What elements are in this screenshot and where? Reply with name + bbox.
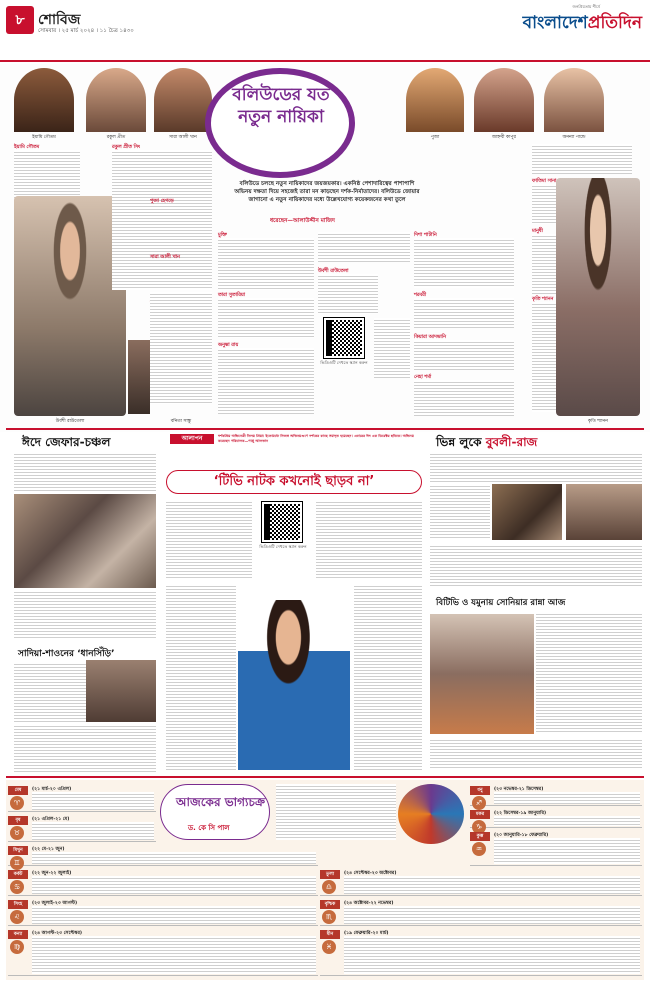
zodiac-sign-label: কন্যা <box>8 930 28 939</box>
zodiac-text <box>494 838 640 864</box>
caption: জাহ্নবী কাপুর <box>492 135 516 140</box>
zodiac-text <box>344 906 640 924</box>
photo-sonia <box>430 614 534 734</box>
logo-tagline: জনপ্রিয়তায় শীর্ষে <box>572 4 600 9</box>
body-text <box>166 500 252 580</box>
zodiac-sign-icon: ♋ <box>10 880 24 894</box>
body-text <box>430 452 642 482</box>
zodiac-sign-label: তুলা <box>320 870 340 879</box>
zodiac-date-range: (২২ ডিসেম্বর-১৯ জানুয়ারি) <box>494 811 547 816</box>
body-text <box>218 298 314 338</box>
zodiac-item <box>470 830 642 866</box>
sub-name: তারা সুতারিয়া <box>218 293 246 298</box>
caption: পুজা <box>430 135 440 140</box>
zodiac-sign-icon: ♎ <box>322 880 336 894</box>
body-text <box>430 484 490 540</box>
zodiac-item <box>8 814 156 842</box>
zodiac-sign-icon: ♐ <box>472 796 486 810</box>
feature-intro: বলিউডে চলছে নতুন নায়িকাদের জয়জয়কার। একনিষ্ঠ পেশাদারিত্বের পাশাপাশি অভিনয় দক্ষতা দিয়ে সহজেই তারা মন কাড়ছেন দর্শক-নির্মাতাদের। বলিউডে জোয়ার জাগানো এ নতুন নায়িকাদের মধ্যে উল্লেখযোগ্য কয়েকজনের কথা তুলে <box>234 181 420 203</box>
section-title: শোবিজ <box>38 12 81 28</box>
section-divider <box>6 776 644 778</box>
zodiac-date-range: (২৩ নভেম্বর-২১ ডিসেম্বর) <box>494 787 544 792</box>
sub-name: কৃতি শ্যানন <box>532 297 554 302</box>
zodiac-date-range: (২১ এপ্রিল-২১ মে) <box>32 817 70 822</box>
zodiac-item <box>320 928 642 976</box>
btv-title: বিটিভি ও যমুনায় সোনিয়ার রান্না আজ <box>436 598 566 608</box>
zodiac-sign-label: কর্কট <box>8 870 28 879</box>
qr-code[interactable] <box>262 502 302 542</box>
zodiac-text <box>32 876 316 894</box>
zodiac-date-range: (২৩ জুলাই-২৩ আগস্ট) <box>32 901 78 906</box>
portrait-yami <box>14 68 74 132</box>
sub-name: সারা আলী খান <box>150 255 180 260</box>
body-text <box>318 274 378 314</box>
alapon-lead: দর্শকপ্রিয় অভিনেত্রী নিলয় প্রিয়া। ইতোমধ্যে নিজস্ব অভিনয়গুণে দর্শকের কাছে সমাদৃত হয়েছেন। এবারের ঈদ এক ডিরেক্টর ছবিতে। অভিনয় করেছেন পরিচালক—পাপ্পু আলভান <box>218 434 414 443</box>
body-text <box>430 544 642 588</box>
caption: কৃতি শ্যানন <box>588 419 608 424</box>
page-header <box>0 0 650 62</box>
zodiac-date-range: (২৪ অক্টোবর-২২ নভেম্বর) <box>344 901 394 906</box>
zodiac-item <box>470 784 642 806</box>
body-text <box>218 348 314 414</box>
photo-urvashi <box>14 196 126 416</box>
caption: বনিতা সান্ধু <box>170 419 192 424</box>
sub-story-title: সাদিয়া-শাওনের ‘ধানসিঁড়ি’ <box>18 649 115 659</box>
zodiac-text <box>32 936 316 974</box>
zodiac-sign-label: মীন <box>320 930 340 939</box>
zodiac-sign-icon: ♊ <box>10 856 24 870</box>
zodiac-text <box>344 936 640 974</box>
photo-sadia <box>86 660 156 722</box>
body-text <box>316 500 422 580</box>
sub-name: ইয়ামি গৌতম <box>14 145 40 150</box>
zodiac-date-range: (২২ জুন-২২ জুলাই) <box>32 871 72 876</box>
zodiac-text <box>32 852 316 864</box>
qr-code[interactable] <box>324 318 364 358</box>
sub-name: মুক্তি <box>218 233 227 238</box>
body-text <box>414 340 514 370</box>
portrait-rakul <box>86 68 146 132</box>
body-text <box>14 590 156 640</box>
page-number: ৮ <box>6 6 34 34</box>
zodiac-item <box>8 868 318 896</box>
caption: অনন্যা পান্ডে <box>562 135 586 140</box>
zodiac-sign-icon: ♍ <box>10 940 24 954</box>
zodiac-sign-label: কুম্ভ <box>470 832 490 841</box>
zodiac-date-range: (২০ জানুয়ারি-১৮ ফেব্রুয়ারি) <box>494 833 549 838</box>
body-text <box>318 232 410 262</box>
feature-byline: ধরেছেন—আলাউদ্দীন মাজিদ <box>270 218 335 224</box>
zodiac-date-range: (২৪ আগস্ট-২৩ সেপ্টেম্বর) <box>32 931 82 936</box>
zodiac-sign-label: মেষ <box>8 786 28 795</box>
zodiac-item <box>320 868 642 896</box>
caption: সারা আলী খান <box>169 135 197 140</box>
zodiac-text <box>32 906 316 924</box>
alapon-headline: ‘টিভি নাটক কখনোই ছাড়ব না’ <box>166 470 422 494</box>
zodiac-sign-label: ধনু <box>470 786 490 795</box>
body-text <box>414 238 514 288</box>
zodiac-item <box>8 928 318 976</box>
sub-name: শরবরী <box>414 293 427 298</box>
qr-caption: ভিডিওটি দেখতে স্ক্যান করুন <box>259 544 307 549</box>
zodiac-sign-icon: ♈ <box>10 796 24 810</box>
zodiac-sign-label: সিংহ <box>8 900 28 909</box>
portrait-puja <box>406 68 464 132</box>
portrait-janhvi <box>474 68 534 132</box>
body-text <box>218 238 314 290</box>
body-text <box>354 584 422 770</box>
zodiac-date-range: (১৯ ফেব্রুয়ারি-২০ মার্চ) <box>344 931 389 936</box>
sub-name: পুজা হেগড়ে <box>150 199 174 204</box>
photo-banita <box>128 340 150 414</box>
zodiac-sign-label: মকর <box>470 810 490 819</box>
alapon-label: আলাপন <box>170 434 214 444</box>
zodiac-date-range: (২১ মার্চ-২০ এপ্রিল) <box>32 787 72 792</box>
zodiac-sign-label: মিথুন <box>8 846 28 855</box>
horoscope-title: আজকের ভাগ্যচক্র <box>176 795 266 809</box>
zodiac-sign-icon: ♌ <box>10 910 24 924</box>
caption: রকুল প্রীত <box>106 135 126 140</box>
zodiac-text <box>344 876 640 894</box>
portrait-sara <box>154 68 212 132</box>
caption: উর্বশী রাউতেলা <box>55 419 85 424</box>
zodiac-date-range: (২৪ সেপ্টেম্বর-২৩ অক্টোবর) <box>344 871 397 876</box>
zodiac-sign-icon: ♓ <box>322 940 336 954</box>
zodiac-date-range: (২২ মে-২১ জুন) <box>32 847 65 852</box>
sub-name: কিয়ারা আদভানি <box>414 335 446 340</box>
zodiac-item <box>8 844 318 866</box>
portrait-ananya <box>544 68 604 132</box>
newspaper-logo: বাংলাদেশপ্রতিদিন <box>522 13 642 33</box>
sub-name: ফাতিমা সানা <box>532 179 557 184</box>
body-text <box>430 738 642 770</box>
photo-bubli <box>566 484 642 540</box>
body-text <box>14 150 80 200</box>
body-text <box>374 318 410 378</box>
sub-name: নেহা শর্মা <box>414 375 432 380</box>
bubli-title: ভিন্ন লুকে বুবলী-রাজ <box>436 435 538 449</box>
zodiac-item <box>470 808 642 831</box>
body-text <box>112 150 212 290</box>
body-text <box>14 452 156 492</box>
zodiac-sign-icon: ♉ <box>10 826 24 840</box>
horoscope-author: ড. কে সি পাল <box>188 824 230 832</box>
body-text <box>14 662 86 722</box>
zodiac-sign-icon: ♏ <box>322 910 336 924</box>
zodiac-text <box>32 822 154 840</box>
zodiac-item <box>320 898 642 926</box>
body-text <box>414 380 514 416</box>
zodiac-sign-label: বৃশ্চিক <box>320 900 340 909</box>
horoscope-intro <box>276 784 396 840</box>
zodiac-item <box>8 898 318 926</box>
caption: ইয়ামি গৌতম <box>32 135 56 140</box>
sub-name: অনুষ্কা রায় <box>218 343 239 348</box>
body-text <box>14 724 156 774</box>
body-text <box>536 612 642 734</box>
sub-name: উর্বশী রাউতেলা <box>318 269 349 274</box>
photo-bubli-raj <box>492 484 562 540</box>
body-text <box>166 584 236 770</box>
dateline: সোমবার । ২৫ মার্চ ২০২৪ । ১১ চৈত্র ১৪৩০ <box>38 28 134 34</box>
sub-name: মানুষী <box>532 229 543 234</box>
eid-title: ঈদে জেফার-চঞ্চল <box>22 435 111 449</box>
zodiac-text <box>494 816 640 826</box>
zodiac-wheel-icon <box>398 784 464 844</box>
body-text <box>532 144 632 174</box>
body-text <box>414 298 514 328</box>
sub-name: রকুল প্রীত সিং <box>112 145 141 150</box>
zodiac-sign-icon: ♒ <box>472 842 486 856</box>
photo-niloy <box>238 600 350 770</box>
zodiac-text <box>32 792 154 810</box>
qr-caption: ভিডিওটি দেখতে স্ক্যান করুন <box>320 360 368 365</box>
section-divider <box>6 428 644 430</box>
zodiac-item <box>8 784 156 812</box>
photo-eid <box>14 494 156 588</box>
zodiac-sign-icon: ♑ <box>472 820 486 834</box>
sub-name: দিশা পাটানি <box>414 233 437 238</box>
feature-headline: বলিউডের যত নতুন নায়িকা <box>232 85 330 127</box>
body-text <box>150 292 212 404</box>
photo-kriti <box>556 178 640 416</box>
zodiac-sign-label: বৃষ <box>8 816 28 825</box>
zodiac-text <box>494 792 640 804</box>
